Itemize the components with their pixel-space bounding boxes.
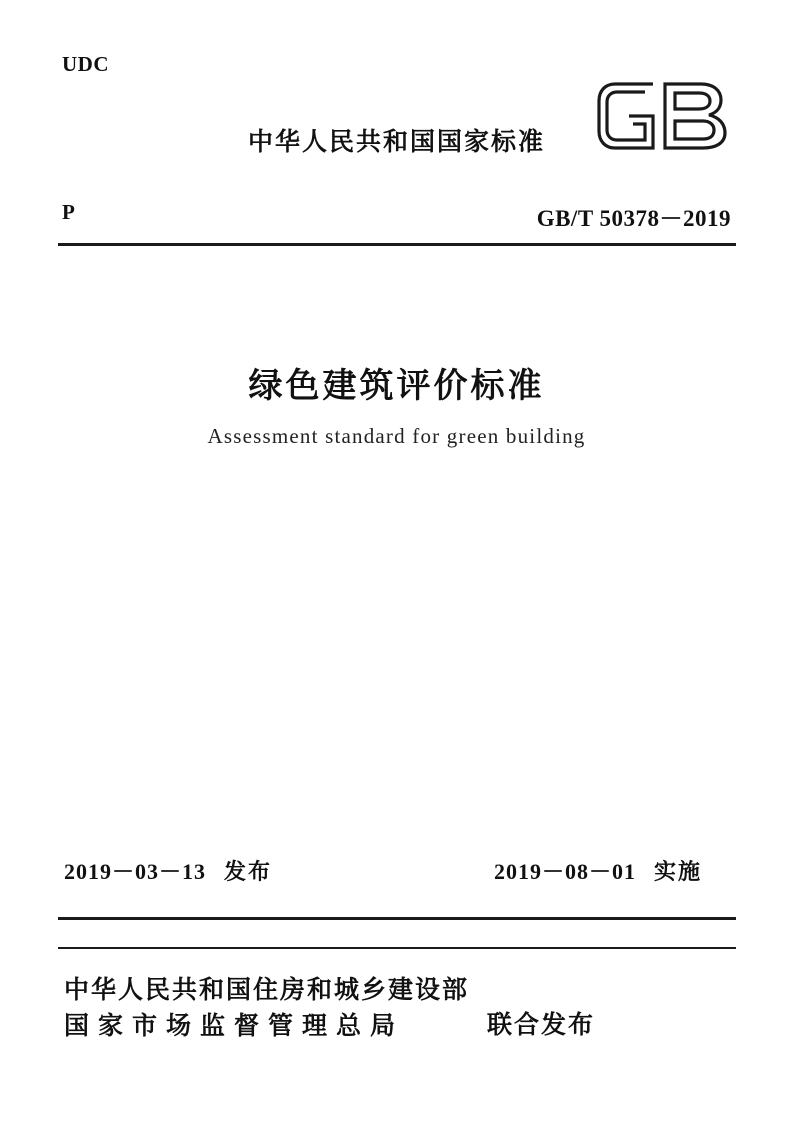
date-row bbox=[58, 855, 736, 886]
publisher-names bbox=[64, 972, 469, 1045]
issue-date: 2019－03－13 bbox=[64, 859, 207, 884]
effective-label: 实施 bbox=[653, 859, 702, 884]
divider-bottom bbox=[58, 917, 736, 920]
gb-logo-icon bbox=[593, 78, 733, 154]
publishers-block bbox=[58, 972, 736, 1045]
page-title: 绿色建筑评价标准 bbox=[248, 367, 545, 405]
joint-release-label: 联合发布 bbox=[487, 1010, 596, 1039]
national-standard-title: 中华人民共和国国家标准 bbox=[247, 128, 545, 156]
publisher-line-1: 中华人民共和国住房和城乡建设部 bbox=[64, 976, 470, 1004]
divider-footer bbox=[58, 947, 736, 949]
publisher-line-2: 国家市场监督管理总局 bbox=[64, 1012, 405, 1041]
issue-date-group bbox=[64, 855, 272, 886]
page-subtitle-english: Assessment standard for green building bbox=[207, 424, 586, 448]
issue-label: 发布 bbox=[224, 859, 273, 884]
udc-label: UDC bbox=[62, 52, 109, 76]
category-letter: P bbox=[62, 200, 75, 224]
standard-code: GB/T 50378－2019 bbox=[536, 206, 731, 231]
effective-date-group bbox=[494, 855, 702, 886]
effective-date: 2019－08－01 bbox=[493, 859, 636, 884]
divider-top bbox=[58, 243, 736, 246]
